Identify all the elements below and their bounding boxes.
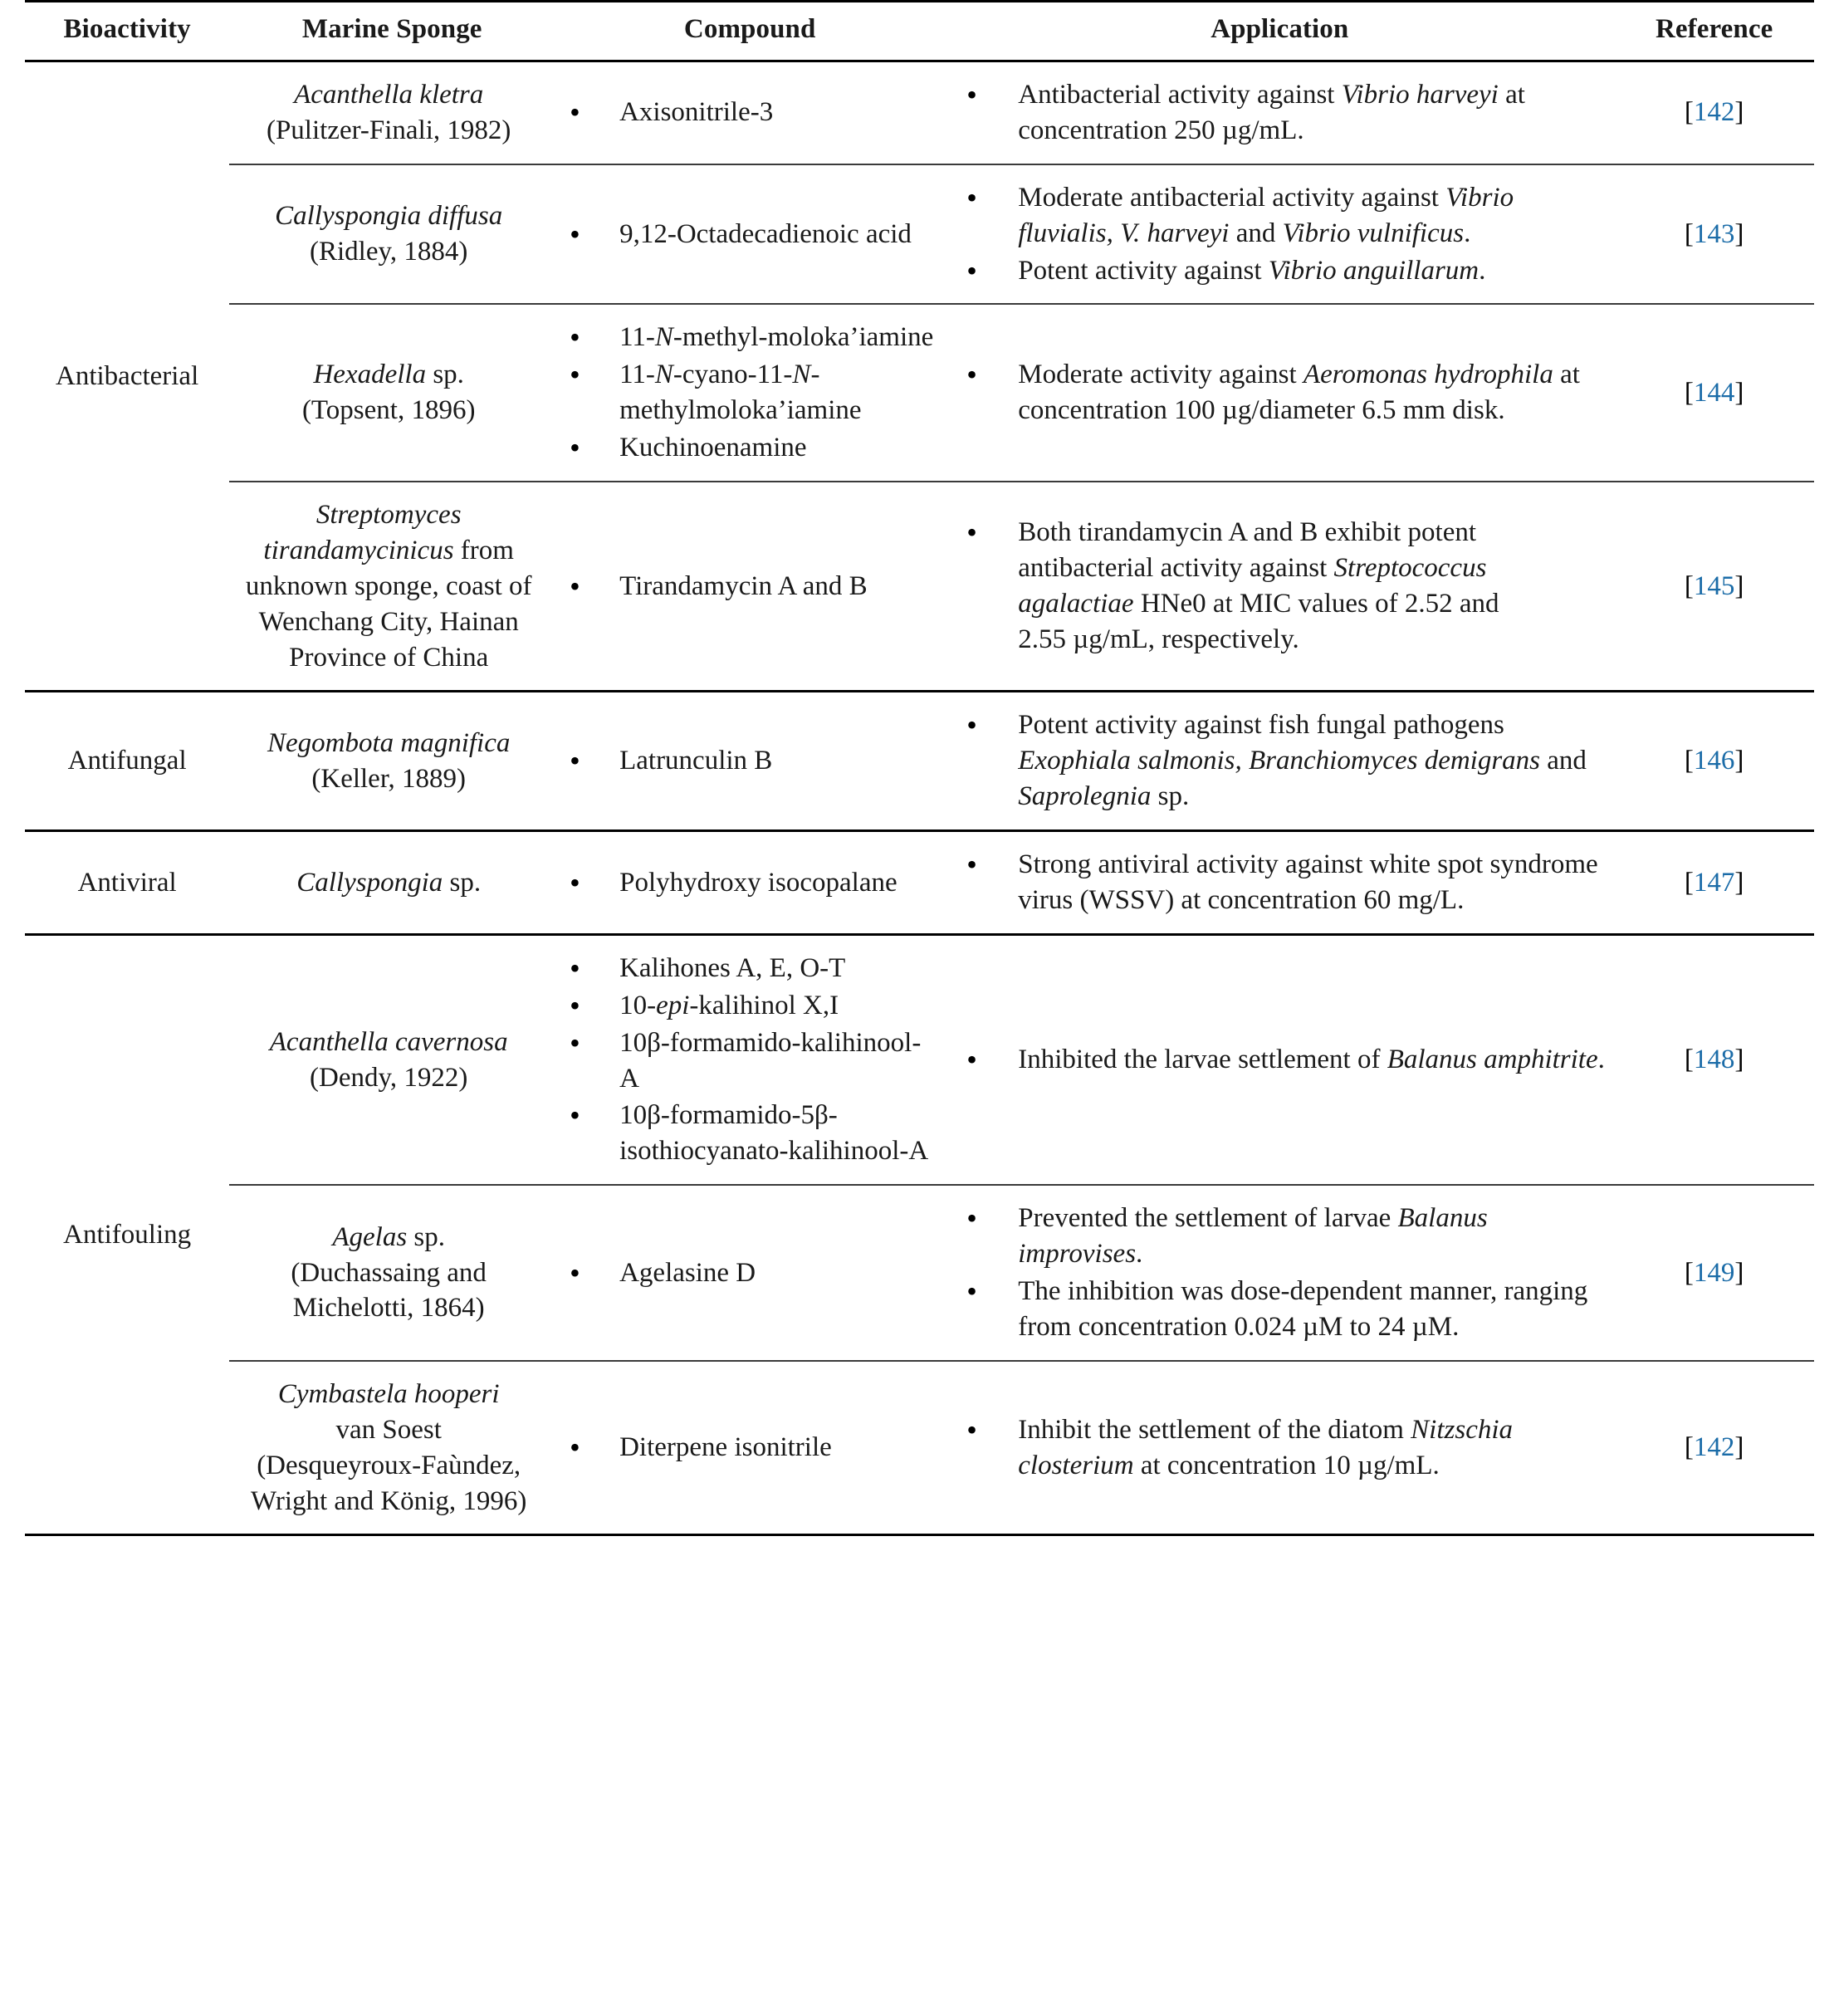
application-list	[950, 77, 1606, 149]
cell-compound	[555, 61, 945, 164]
table-row	[25, 61, 1814, 164]
table-body	[25, 61, 1814, 1535]
table-row	[25, 831, 1814, 935]
compound-list-item: • 10β-formamido-kalihinool-A	[555, 1025, 938, 1097]
cell-compound	[555, 164, 945, 305]
reference-link[interactable]: 142	[1693, 1432, 1735, 1463]
table-row	[25, 1185, 1814, 1361]
compound-list	[555, 569, 938, 604]
cell-compound	[555, 482, 945, 692]
application-list-item: • Antibacterial activity against Vibrio harveyi at concentration 250 µg/mL.	[950, 77, 1606, 149]
cell-marine-sponge: Callyspongia sp.	[296, 867, 482, 898]
cell-application	[945, 1185, 1614, 1361]
cell-reference: [148]	[1684, 1045, 1744, 1075]
cell-marine-sponge: Streptomyces tirandamycinicus from unknown sponge, coast of Wenchang City, Hainan Province of China	[245, 500, 532, 673]
reference-link[interactable]: 143	[1693, 218, 1735, 249]
cell-reference: [142]	[1684, 97, 1744, 128]
table-row	[25, 482, 1814, 692]
cell-application	[945, 304, 1614, 482]
compound-list-item: • 10β-formamido-5β-isothiocyanato-kalihinool-A	[555, 1098, 938, 1169]
cell-bioactivity: Antifungal	[67, 746, 187, 776]
cell-application	[945, 934, 1614, 1185]
cell-marine-sponge: Callyspongia diffusa (Ridley, 1884)	[275, 201, 503, 267]
cell-reference: [144]	[1684, 377, 1744, 408]
compound-list-item: • 11-N-methyl-moloka’iamine	[555, 320, 938, 355]
reference-link[interactable]: 146	[1693, 746, 1735, 776]
compound-list	[555, 217, 938, 252]
application-list	[950, 357, 1606, 428]
application-list	[950, 180, 1606, 289]
cell-marine-sponge: Hexadella sp. (Topsent, 1896)	[301, 360, 476, 426]
compound-list	[555, 951, 938, 1169]
application-list-item: • Moderate activity against Aeromonas hydrophila at concentration 100 µg/diameter 6.5 mm disk.	[950, 357, 1606, 428]
compound-list	[555, 95, 938, 130]
cell-compound	[555, 934, 945, 1185]
table-row	[25, 934, 1814, 1185]
cell-application	[945, 831, 1614, 935]
compound-list	[555, 743, 938, 779]
reference-link[interactable]: 148	[1693, 1045, 1735, 1075]
compound-list-item: • Kalihones A, E, O-T	[555, 951, 938, 986]
compound-list-item: • Polyhydroxy isocopalane	[555, 865, 938, 901]
cell-reference: [143]	[1684, 218, 1744, 249]
application-list	[950, 1042, 1606, 1078]
cell-reference: [147]	[1684, 867, 1744, 898]
application-list	[950, 1201, 1606, 1345]
application-list	[950, 1412, 1606, 1484]
cell-compound	[555, 304, 945, 482]
column-header-application: Application	[1211, 14, 1349, 44]
compound-list-item: • Kuchinoenamine	[555, 430, 938, 466]
compound-list-item: • 11-N-cyano-11-N-methylmoloka’iamine	[555, 357, 938, 428]
cell-compound	[555, 692, 945, 831]
cell-reference: [145]	[1684, 570, 1744, 601]
table-row	[25, 692, 1814, 831]
application-list-item: • Inhibited the larvae settlement of Balanus amphitrite.	[950, 1042, 1606, 1078]
compound-list-item: • Axisonitrile-3	[555, 95, 938, 130]
cell-reference: [146]	[1684, 746, 1744, 776]
application-list	[950, 515, 1606, 658]
cell-application	[945, 482, 1614, 692]
compound-list	[555, 1430, 938, 1466]
cell-bioactivity: Antifouling	[63, 1219, 192, 1250]
column-header-bioactivity: Bioactivity	[63, 14, 191, 44]
table-row	[25, 1361, 1814, 1535]
reference-link[interactable]: 142	[1693, 97, 1735, 128]
table-header	[25, 2, 1814, 61]
application-list-item: • Potent activity against Vibrio anguillarum.	[950, 253, 1606, 289]
cell-marine-sponge: Negombota magnifica (Keller, 1889)	[267, 727, 511, 794]
table-row	[25, 304, 1814, 482]
cell-application	[945, 61, 1614, 164]
cell-marine-sponge: Acanthella kletra (Pulitzer-Finali, 1982)	[266, 80, 511, 145]
cell-bioactivity: Antibacterial	[56, 360, 199, 391]
application-list-item: • The inhibition was dose-dependent manner, ranging from concentration 0.024 µM to 24 µM.	[950, 1274, 1606, 1345]
cell-marine-sponge: Acanthella cavernosa (Dendy, 1922)	[269, 1026, 508, 1093]
reference-link[interactable]: 147	[1693, 867, 1735, 898]
cell-application	[945, 164, 1614, 305]
column-header-reference: Reference	[1655, 14, 1773, 44]
application-list-item: • Potent activity against fish fungal pathogens Exophiala salmonis, Branchiomyces demigrans and Saprolegnia sp.	[950, 707, 1606, 815]
application-list-item: • Prevented the settlement of larvae Balanus improvises.	[950, 1201, 1606, 1272]
cell-marine-sponge: Cymbastela hooperi van Soest (Desqueyroux-Faùndez, Wright and König, 1996)	[251, 1378, 527, 1516]
cell-compound	[555, 831, 945, 935]
cell-compound	[555, 1185, 945, 1361]
application-list-item: • Moderate antibacterial activity against Vibrio fluvialis, V. harveyi and Vibrio vulnificus.	[950, 180, 1606, 252]
application-list-item: • Both tirandamycin A and B exhibit potent antibacterial activity against Streptococcus agalactiae HNe0 at MIC values of 2.52 and 2.55 µg/mL, respectively.	[950, 515, 1606, 658]
cell-compound	[555, 1361, 945, 1535]
cell-application	[945, 692, 1614, 831]
compound-list-item: • 10-epi-kalihinol X,I	[555, 988, 938, 1024]
compound-list-item: • Agelasine D	[555, 1255, 938, 1291]
compound-list-item: • Diterpene isonitrile	[555, 1430, 938, 1466]
application-list-item: • Inhibit the settlement of the diatom Nitzschia closterium at concentration 10 µg/mL.	[950, 1412, 1606, 1484]
cell-reference: [142]	[1684, 1432, 1744, 1463]
column-header-compound: Compound	[683, 14, 816, 44]
application-list	[950, 847, 1606, 918]
compound-list	[555, 865, 938, 901]
cell-bioactivity: Antiviral	[77, 867, 177, 898]
compound-list-item: • 9,12-Octadecadienoic acid	[555, 217, 938, 252]
compound-list-item: • Tirandamycin A and B	[555, 569, 938, 604]
column-header-marine-sponge: Marine Sponge	[301, 14, 482, 44]
cell-reference: [149]	[1684, 1257, 1744, 1288]
reference-link[interactable]: 145	[1693, 570, 1735, 601]
compound-list	[555, 320, 938, 466]
bioactivity-table	[25, 0, 1814, 1536]
application-list	[950, 707, 1606, 815]
compound-list	[555, 1255, 938, 1291]
compound-list-item: • Latrunculin B	[555, 743, 938, 779]
cell-application	[945, 1361, 1614, 1535]
application-list-item: • Strong antiviral activity against white spot syndrome virus (WSSV) at concentration 60 mg/L.	[950, 847, 1606, 918]
table-row	[25, 164, 1814, 305]
reference-link[interactable]: 149	[1693, 1257, 1735, 1288]
reference-link[interactable]: 144	[1693, 377, 1735, 408]
cell-marine-sponge: Agelas sp. (Duchassaing and Michelotti, 1864)	[291, 1221, 487, 1324]
table-header-row	[25, 2, 1814, 61]
